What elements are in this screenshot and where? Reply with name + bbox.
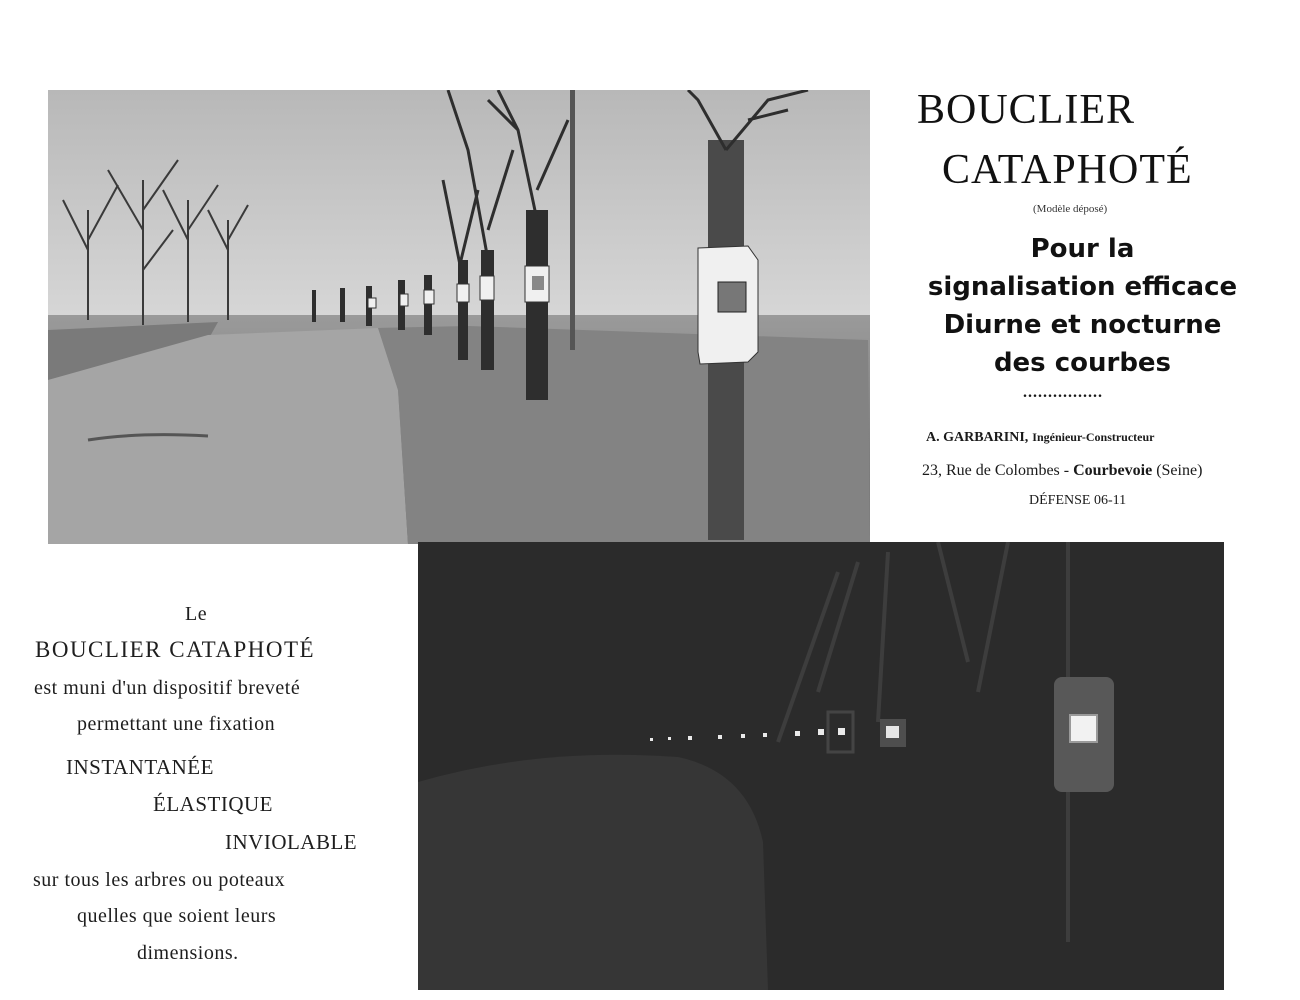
modele-depose-note: (Modèle déposé) xyxy=(1033,203,1108,215)
body-text-instantanee: INSTANTANÉE xyxy=(66,755,214,779)
tagline-line-4: des courbes xyxy=(993,348,1172,378)
dotted-separator: ................ xyxy=(1023,384,1103,401)
body-text-dimensions: dimensions. xyxy=(137,942,239,964)
address-region: (Seine) xyxy=(1156,462,1203,479)
body-text-inviolable: INVIOLABLE xyxy=(225,830,358,854)
tagline-line-3: Diurne et nocturne xyxy=(943,310,1222,340)
body-text-permettant: permettant une fixation xyxy=(77,713,276,735)
maker-line xyxy=(926,430,1155,446)
body-text-le: Le xyxy=(185,603,208,625)
day-road-illustration xyxy=(48,90,870,544)
tagline-line-2: signalisation efficace xyxy=(927,272,1238,302)
night-road-photo xyxy=(418,542,1224,990)
address-street: 23, Rue de Colombes - xyxy=(922,462,1070,479)
headline-bouclier: BOUCLIER xyxy=(917,87,1135,133)
address-line xyxy=(922,462,1202,480)
maker-role: Ingénieur-Constructeur xyxy=(1032,430,1155,444)
headline-cataphote: CATAPHOTÉ xyxy=(942,147,1193,193)
tagline-line-1: Pour la xyxy=(1030,234,1135,264)
phone-line: DÉFENSE 06-11 xyxy=(1029,493,1127,508)
body-text-product: BOUCLIER CATAPHOTÉ xyxy=(35,637,316,662)
body-text-elastique: ÉLASTIQUE xyxy=(153,792,273,816)
night-road-illustration xyxy=(418,542,1224,990)
body-text-sur: sur tous les arbres ou poteaux xyxy=(33,869,286,891)
address-city: Courbevoie xyxy=(1073,462,1153,479)
body-text-muni: est muni d'un dispositif breveté xyxy=(34,677,301,699)
maker-name: A. GARBARINI, xyxy=(926,430,1029,445)
day-road-photo xyxy=(48,90,870,544)
body-text-quelles: quelles que soient leurs xyxy=(77,905,277,927)
